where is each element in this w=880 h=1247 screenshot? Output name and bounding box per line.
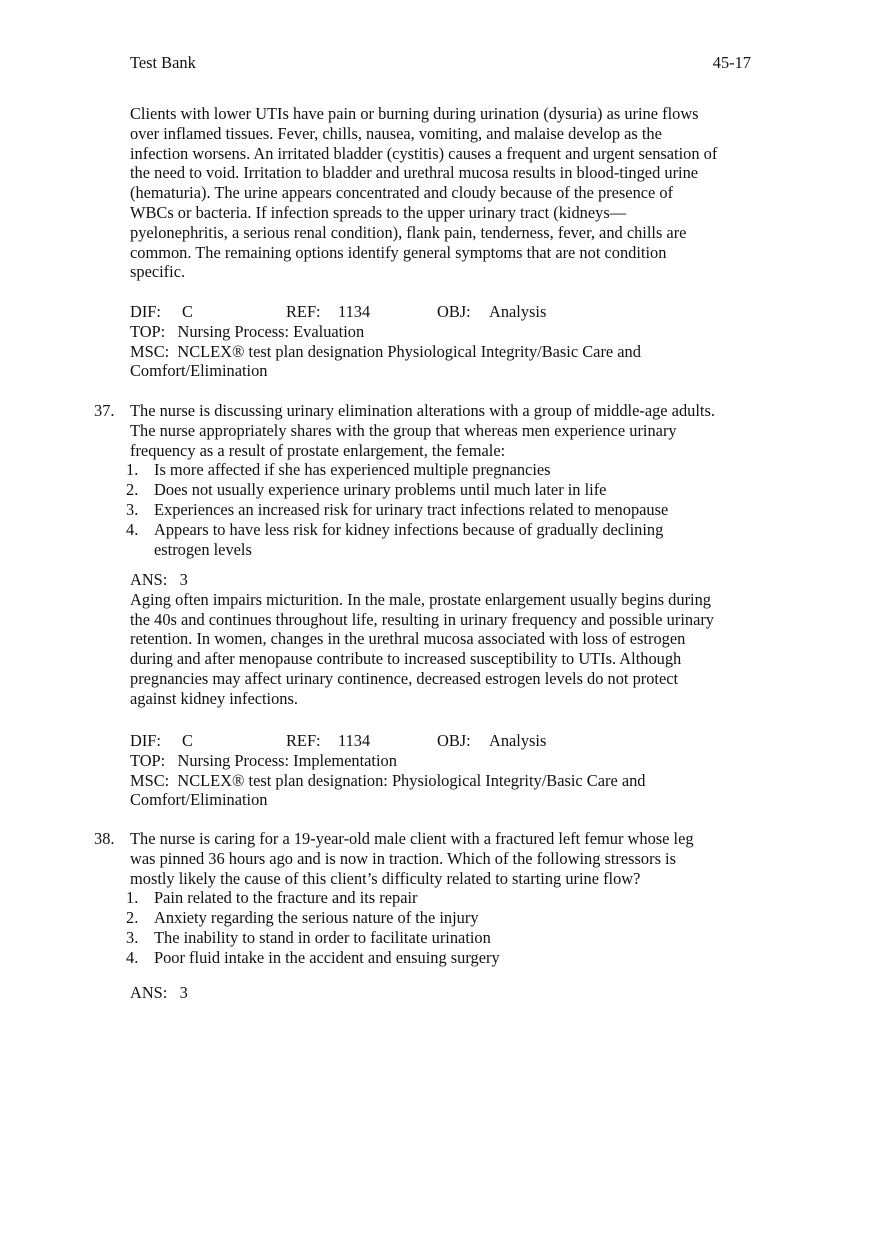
dif-label: DIF:	[130, 302, 161, 321]
question-38	[94, 829, 770, 968]
answer-option-2	[126, 908, 770, 928]
answer-option-4	[126, 947, 770, 968]
option-text	[126, 908, 770, 928]
option-line: Anxiety regarding the serious nature of the injury	[154, 908, 479, 928]
rationale-q36	[130, 104, 770, 282]
question-stem-line: was pinned 36 hours ago and is now in traction. Which of the following stressors is	[130, 848, 676, 868]
question-number: 38.	[94, 829, 115, 848]
answer: ANS: 3	[130, 983, 188, 1002]
question-stem-line: frequency as a result of prostate enlargement, the female:	[130, 440, 506, 460]
option-text	[126, 460, 770, 480]
dif-value: C	[182, 731, 193, 750]
question-37	[94, 401, 770, 559]
option-number: 2.	[126, 480, 139, 500]
header-left: Test Bank	[130, 53, 196, 72]
option-text	[126, 927, 770, 948]
option-number: 2.	[126, 908, 139, 928]
option-number: 3.	[126, 499, 139, 519]
option-line: Is more affected if she has experienced multiple pregnancies	[154, 460, 551, 480]
obj-label: OBJ:	[437, 731, 471, 750]
rationale-line: over inflamed tissues. Fever, chills, nausea, vomiting, and malaise develop as the	[130, 123, 662, 143]
obj-value: Analysis	[489, 302, 547, 321]
answer-option-3	[126, 927, 770, 948]
rationale-line: infection worsens. An irritated bladder (cystitis) causes a frequent and urgent sensation of	[130, 143, 718, 163]
ref-value: 1134	[338, 731, 371, 750]
option-text	[130, 540, 770, 560]
answer-option-4	[126, 519, 770, 560]
option-text	[126, 947, 770, 968]
option-text	[126, 888, 770, 908]
option-number: 3.	[126, 927, 139, 947]
rationale-line: retention. In women, changes in the urethral mucosa associated with loss of estrogen	[130, 629, 686, 649]
option-text	[126, 519, 770, 540]
question-stem-line: The nurse is caring for a 19-year-old male client with a fractured left femur whose leg	[130, 829, 694, 848]
option-number: 4.	[126, 947, 139, 967]
answer: ANS: 3	[130, 570, 188, 589]
option-line: estrogen levels	[154, 539, 252, 559]
option-text	[126, 480, 770, 500]
option-line: Experiences an increased risk for urinary tract infections related to menopause	[154, 499, 669, 519]
ref-label: REF:	[286, 731, 321, 750]
answer-38	[130, 983, 770, 1003]
dif-label: DIF:	[130, 731, 161, 750]
option-line: Pain related to the fracture and its repair	[154, 888, 418, 908]
option-text	[126, 499, 770, 520]
rationale-line: the need to void. Irritation to bladder and urethral mucosa results in blood-tinged urine	[130, 163, 699, 183]
dif-value: C	[182, 302, 193, 321]
ref-label: REF:	[286, 302, 321, 321]
option-line: Appears to have less risk for kidney infections because of gradually declining	[154, 519, 664, 539]
obj-label: OBJ:	[437, 302, 471, 321]
msc-line: MSC: NCLEX® test plan designation: Physiological Integrity/Basic Care and	[130, 770, 646, 790]
option-number: 1.	[126, 460, 139, 480]
rationale-line: Clients with lower UTIs have pain or burning during urination (dysuria) as urine flows	[130, 104, 699, 123]
answer-option-1	[126, 888, 770, 908]
option-line: The inability to stand in order to facilitate urination	[154, 927, 491, 947]
question-number: 37.	[94, 401, 115, 420]
header-page-number: 45-17	[712, 53, 751, 72]
rationale-line: specific.	[130, 262, 186, 282]
rationale-line: (hematuria). The urine appears concentrated and cloudy because of the presence of	[130, 183, 674, 203]
msc-line: Comfort/Elimination	[130, 790, 268, 810]
option-number: 1.	[126, 888, 139, 908]
option-line: Poor fluid intake in the accident and ensuing surgery	[154, 947, 500, 967]
answer-option-3	[126, 499, 770, 520]
metadata-q36	[130, 302, 770, 381]
question-stem-line: The nurse is discussing urinary elimination alterations with a group of middle-age adults.	[130, 401, 715, 420]
obj-value: Analysis	[489, 731, 547, 750]
topic: TOP: Nursing Process: Implementation	[130, 750, 397, 770]
answer-37	[130, 570, 770, 709]
ref-value: 1134	[338, 302, 371, 321]
option-line: Does not usually experience urinary problems until much later in life	[154, 480, 607, 500]
answer-option-1	[126, 460, 770, 480]
rationale-line: WBCs or bacteria. If infection spreads to the upper urinary tract (kidneys—	[130, 202, 627, 222]
question-stem-line: The nurse appropriately shares with the group that whereas men experience urinary	[130, 420, 677, 440]
topic: TOP: Nursing Process: Evaluation	[130, 321, 365, 341]
metadata-q37	[130, 731, 770, 810]
rationale-line: pregnancies may affect urinary continence, decreased estrogen levels do not protect	[130, 668, 679, 688]
question-stem-line: mostly likely the cause of this client’s difficulty related to starting urine flow?	[130, 868, 641, 888]
rationale-line: Aging often impairs micturition. In the male, prostate enlargement usually begins during	[130, 589, 711, 609]
answer-option-2	[126, 480, 770, 500]
rationale-line: pyelonephritis, a serious renal condition), flank pain, tenderness, fever, and chills are	[130, 222, 687, 242]
rationale-line: the 40s and continues throughout life, resulting in urinary frequency and possible urinary	[130, 609, 715, 629]
msc-line: Comfort/Elimination	[130, 361, 268, 381]
msc-line: MSC: NCLEX® test plan designation Physiological Integrity/Basic Care and	[130, 341, 641, 361]
option-number: 4.	[126, 519, 139, 539]
rationale-line: common. The remaining options identify general symptoms that are not condition	[130, 242, 667, 262]
rationale-line: against kidney infections.	[130, 688, 298, 708]
rationale-line: during and after menopause contribute to increased susceptibility to UTIs. Although	[130, 649, 682, 669]
